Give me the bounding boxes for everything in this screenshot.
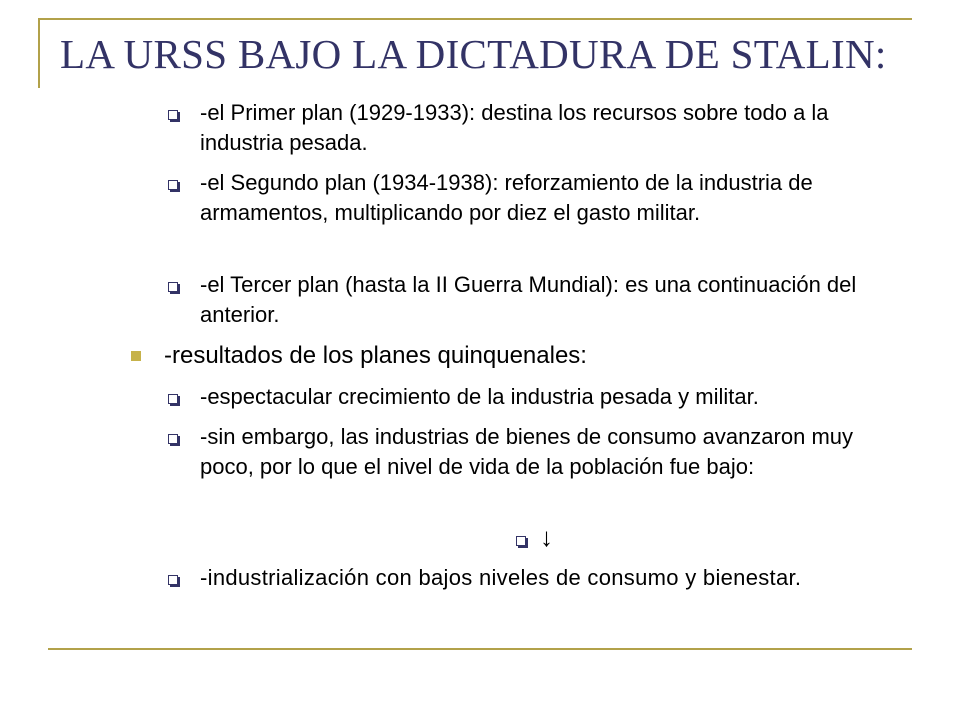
list-item: -el Tercer plan (hasta la II Guerra Mundial): es una continuación del anterior. bbox=[200, 272, 857, 327]
hollow-square-bullet-icon bbox=[168, 394, 178, 404]
list-item: -el Segundo plan (1934-1938): reforzamiento de la industria de armamentos, multiplicando por diez el gasto militar. bbox=[200, 170, 813, 225]
hollow-square-bullet-icon bbox=[516, 536, 526, 546]
list-item: -sin embargo, las industrias de bienes de consumo avanzaron muy poco, por lo que el nivel de vida de la población fue bajo: bbox=[200, 424, 854, 479]
left-rule bbox=[38, 18, 40, 88]
hollow-square-bullet-icon bbox=[168, 110, 178, 120]
down-arrow-text: ↓ bbox=[540, 522, 553, 552]
list-item: -espectacular crecimiento de la industria pesada y militar. bbox=[200, 384, 759, 409]
hollow-square-bullet-icon bbox=[168, 180, 178, 190]
list-item: -industrialización con bajos niveles de consumo y bienestar. bbox=[200, 565, 802, 590]
hollow-square-bullet-icon bbox=[168, 434, 178, 444]
bottom-rule bbox=[48, 648, 912, 650]
hollow-square-bullet-icon bbox=[168, 282, 178, 292]
hollow-square-bullet-icon bbox=[168, 575, 178, 585]
list-item: -el Primer plan (1929-1933): destina los recursos sobre todo a la industria pesada. bbox=[200, 100, 829, 155]
filled-square-bullet-icon bbox=[131, 351, 141, 361]
slide-title: LA URSS BAJO LA DICTADURA DE STALIN: bbox=[60, 31, 887, 77]
top-rule bbox=[38, 18, 912, 20]
list-item: -resultados de los planes quinquenales: bbox=[164, 342, 587, 369]
